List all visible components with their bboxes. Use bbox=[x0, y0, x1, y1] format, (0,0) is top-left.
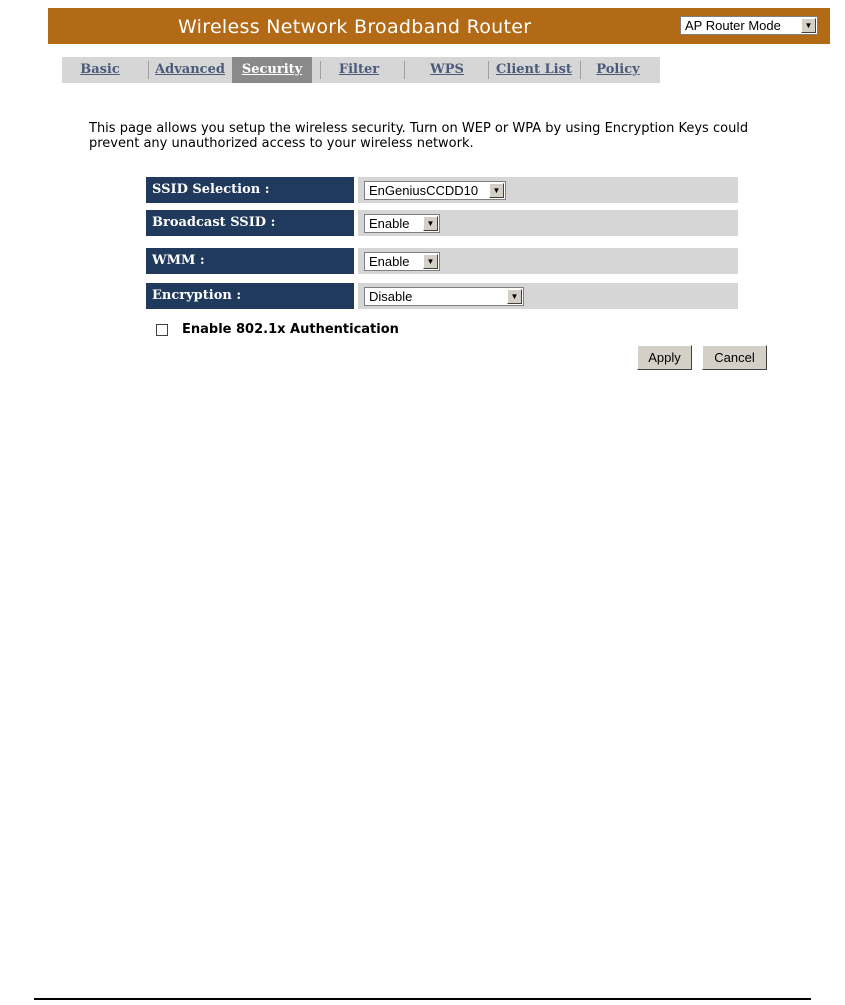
encryption-cell bbox=[358, 283, 738, 309]
broadcast-ssid-select[interactable] bbox=[364, 214, 440, 233]
enable-8021x-label: Enable 802.1x Authentication bbox=[182, 322, 399, 337]
wmm-cell bbox=[358, 248, 738, 274]
tab-bar bbox=[62, 57, 660, 83]
tab-separator bbox=[320, 61, 321, 79]
broadcast-ssid-label: Broadcast SSID : bbox=[146, 210, 354, 236]
wmm-label: WMM : bbox=[146, 248, 354, 274]
auth-checkbox-row bbox=[156, 322, 399, 337]
router-mode-value: AP Router Mode bbox=[685, 18, 781, 33]
tab-security[interactable]: Security bbox=[232, 57, 312, 83]
router-mode-select[interactable] bbox=[680, 16, 818, 35]
ssid-selection-value: EnGeniusCCDD10 bbox=[369, 183, 479, 198]
broadcast-ssid-cell bbox=[358, 210, 738, 236]
ssid-selection-select[interactable] bbox=[364, 181, 506, 200]
page-title: Wireless Network Broadband Router bbox=[178, 16, 532, 38]
tab-separator bbox=[148, 61, 149, 79]
tab-policy[interactable]: Policy bbox=[596, 62, 640, 77]
ssid-selection-label: SSID Selection : bbox=[146, 177, 354, 203]
cancel-button[interactable]: Cancel bbox=[702, 345, 767, 370]
tab-filter[interactable]: Filter bbox=[338, 62, 380, 77]
encryption-select[interactable] bbox=[364, 287, 524, 306]
bottom-divider bbox=[34, 998, 811, 1000]
tab-separator bbox=[404, 61, 405, 79]
apply-button[interactable]: Apply bbox=[637, 345, 692, 370]
dropdown-arrow-icon[interactable]: ▼ bbox=[489, 183, 504, 198]
header-bar bbox=[48, 8, 830, 44]
broadcast-ssid-value: Enable bbox=[369, 216, 410, 231]
enable-8021x-checkbox[interactable] bbox=[156, 324, 168, 336]
tab-basic[interactable]: Basic bbox=[80, 62, 120, 77]
ssid-selection-cell bbox=[358, 177, 738, 203]
dropdown-arrow-icon[interactable]: ▼ bbox=[423, 254, 438, 269]
wmm-select[interactable] bbox=[364, 252, 440, 271]
wmm-value: Enable bbox=[369, 254, 410, 269]
tab-wps[interactable]: WPS bbox=[430, 62, 464, 77]
tab-client-list[interactable]: Client List bbox=[496, 62, 572, 77]
page-description: This page allows you setup the wireless security. Turn on WEP or WPA by using Encryption Keys could prevent any unauthorized access to your wireless network. bbox=[89, 121, 749, 151]
tab-separator bbox=[580, 61, 581, 79]
tab-separator bbox=[488, 61, 489, 79]
encryption-value: Disable bbox=[369, 289, 413, 304]
encryption-label: Encryption : bbox=[146, 283, 354, 309]
dropdown-arrow-icon[interactable]: ▼ bbox=[801, 18, 816, 33]
dropdown-arrow-icon[interactable]: ▼ bbox=[507, 289, 522, 304]
dropdown-arrow-icon[interactable]: ▼ bbox=[423, 216, 438, 231]
tab-advanced[interactable]: Advanced bbox=[155, 62, 225, 77]
